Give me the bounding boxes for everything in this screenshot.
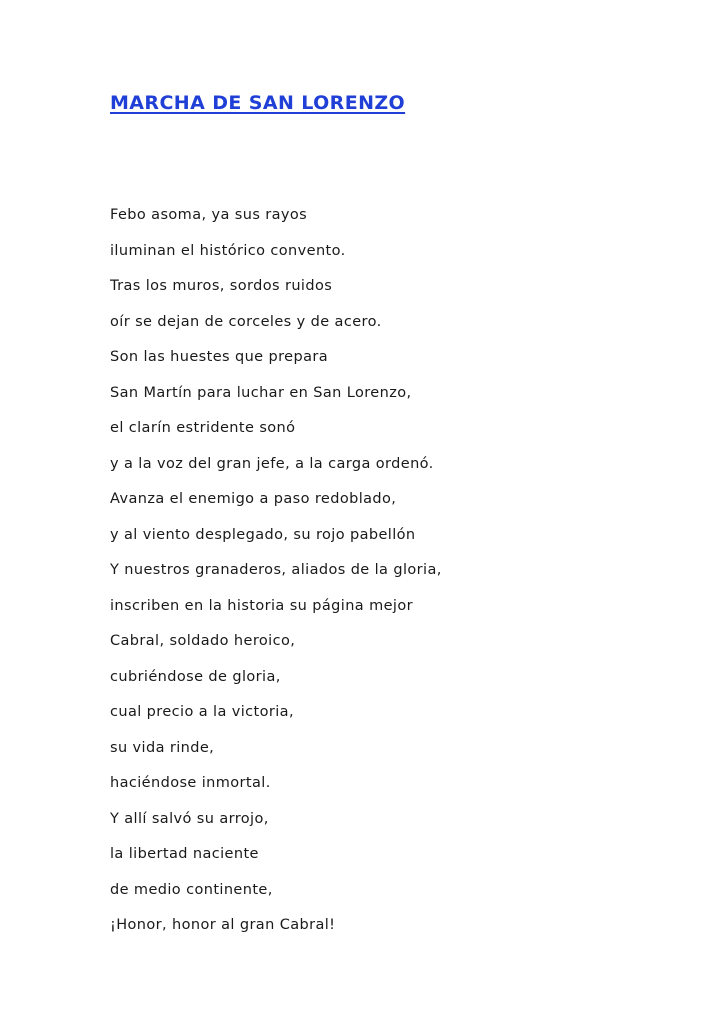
document-title-link[interactable]: MARCHA DE SAN LORENZO bbox=[110, 92, 406, 114]
verse-line: Y allí salvó su arrojo, bbox=[110, 810, 269, 827]
verse-line: cubriéndose de gloria, bbox=[110, 668, 281, 685]
verse-line: su vida rinde, bbox=[110, 739, 215, 756]
verse-line: y al viento desplegado, su rojo pabellón bbox=[110, 526, 416, 543]
verse-line: Son las huestes que prepara bbox=[110, 349, 329, 365]
verse-line: de medio continente, bbox=[110, 881, 273, 898]
poem-verses bbox=[110, 204, 442, 950]
verse-line: inscriben en la historia su página mejor bbox=[110, 597, 413, 614]
verse-line: Cabral, soldado heroico, bbox=[110, 633, 296, 649]
verse-line: Avanza el enemigo a paso redoblado, bbox=[110, 491, 397, 507]
verse-line: y a la voz del gran jefe, a la carga ordenó. bbox=[110, 455, 434, 472]
verse-line: San Martín para luchar en San Lorenzo, bbox=[110, 384, 412, 401]
verse-line: oír se dejan de corceles y de acero. bbox=[110, 313, 382, 330]
verse-line: el clarín estridente sonó bbox=[110, 420, 296, 436]
verse-line: Y nuestros granaderos, aliados de la gloria, bbox=[110, 562, 442, 578]
verse-line: Tras los muros, sordos ruidos bbox=[110, 278, 333, 294]
verse-line: la libertad naciente bbox=[110, 846, 259, 862]
verse-line: ¡Honor, honor al gran Cabral! bbox=[110, 917, 336, 933]
verse-line: iluminan el histórico convento. bbox=[110, 242, 346, 259]
verse-line: Febo asoma, ya sus rayos bbox=[110, 207, 308, 223]
verse-line: haciéndose inmortal. bbox=[110, 775, 271, 791]
verse-line: cual precio a la victoria, bbox=[110, 704, 294, 720]
